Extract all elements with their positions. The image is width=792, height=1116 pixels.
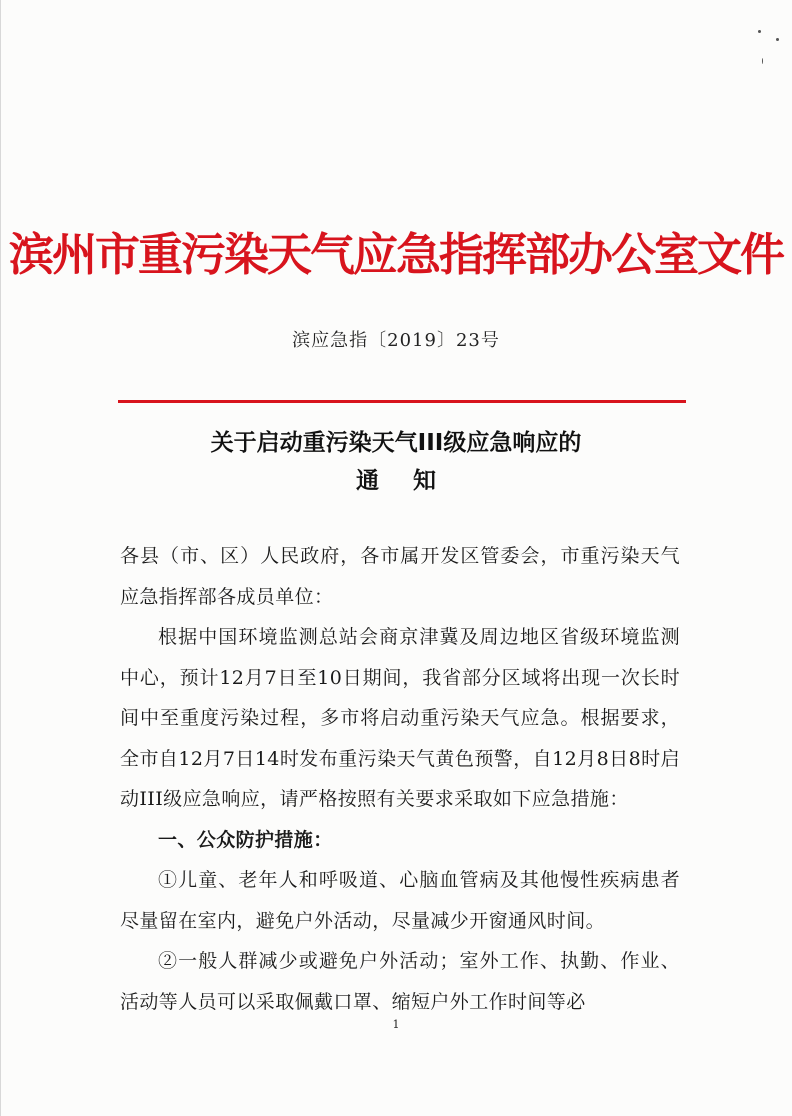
issuer-header-title: 滨州市重污染天气应急指挥部办公室文件: [8, 228, 783, 281]
measure-item: ①儿童、老年人和呼吸道、心脑血管病及其他慢性疾病患者尽量留在室内，避免户外活动，尽量减少开窗通风时间。: [120, 869, 680, 932]
scan-speck: [762, 58, 763, 64]
red-divider-line: [118, 400, 686, 403]
addressee-paragraph: 各县（市、区）人民政府，各市属开发区管委会，市重污染天气应急指挥部各成员单位：: [120, 545, 680, 608]
notice-title: 关于启动重污染天气III级应急响应的: [210, 430, 582, 456]
scan-speck: [758, 30, 761, 33]
page-number: 1: [392, 1018, 400, 1031]
notice-subtitle: 通知: [356, 468, 470, 494]
section-heading: 一、公众防护措施：: [158, 828, 333, 851]
scan-edge: [0, 0, 1, 1116]
document-number: 滨应急指〔2019〕23号: [292, 330, 500, 351]
scan-speck: [776, 38, 779, 41]
document-body: [120, 536, 680, 1022]
measure-item: ②一般人群减少或避免户外活动；室外工作、执勤、作业、活动等人员可以采取佩戴口罩、缩短户外工作时间等必: [120, 950, 680, 1013]
body-paragraph: 根据中国环境监测总站会商京津冀及周边地区省级环境监测中心，预计12月7日至10日期间，我省部分区域将出现一次长时间中至重度污染过程，多市将启动重污染天气应急。根据要求，全市自12月7日14时发布重污染天气黄色预警，自12月8日8时启动III级应急响应，请严格按照有关要求采取如下应急措施：: [120, 626, 680, 810]
